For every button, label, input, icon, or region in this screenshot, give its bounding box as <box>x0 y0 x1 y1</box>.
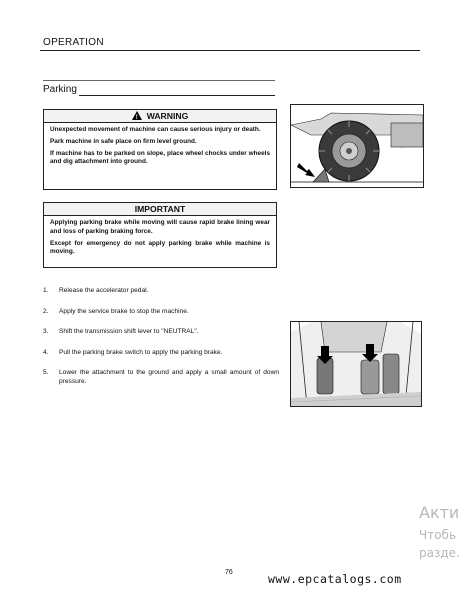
important-paragraph: Except for emergency do not apply parking brake while machine is moving. <box>50 239 270 256</box>
section-divider <box>40 50 420 51</box>
subsection-underline <box>79 95 275 96</box>
subsection-top-rule <box>43 80 275 81</box>
important-paragraph: Applying parking brake while moving will cause rapid brake lining wear and loss of parking braking force. <box>50 219 270 235</box>
step-number: 1. <box>43 287 49 294</box>
step-text: Lower the attachment to the ground and apply a small amount of down pressure. <box>59 369 279 385</box>
steps-list <box>43 287 279 399</box>
step-number: 5. <box>43 369 49 377</box>
important-box <box>43 202 277 268</box>
list-item <box>43 369 279 386</box>
step-number: 2. <box>43 307 49 315</box>
step-text: Pull the parking brake switch to apply the parking brake. <box>59 348 223 356</box>
watermark-line: Акти <box>419 503 460 522</box>
page-number: 76 <box>225 569 233 576</box>
watermark-line: Чтобь <box>419 528 457 542</box>
warning-heading: WARNING <box>146 111 189 121</box>
step-text: Shift the transmission shift lever to "NEUTRAL". <box>59 328 199 336</box>
site-url[interactable]: www.epcatalogs.com <box>268 572 402 586</box>
step-number: 3. <box>43 328 49 336</box>
warning-paragraph: Unexpected movement of machine can cause serious injury or death. <box>50 126 261 133</box>
list-item <box>43 349 279 358</box>
brake-pedal-figure <box>290 321 422 407</box>
list-item <box>43 308 279 317</box>
warning-paragraph: Park machine in safe place on firm level ground. <box>50 137 197 145</box>
wheel-chock-illustration <box>291 105 423 187</box>
subsection-title: Parking <box>43 84 77 95</box>
warning-box <box>43 109 277 190</box>
section-title: OPERATION <box>43 37 104 48</box>
warning-body <box>44 123 276 172</box>
warning-triangle-icon: ! <box>132 111 142 120</box>
important-heading: IMPORTANT <box>44 203 276 216</box>
warning-header <box>44 110 276 123</box>
wheel-chock-figure <box>290 104 424 188</box>
brake-pedal-illustration <box>291 322 421 406</box>
step-text: Release the accelerator pedal. <box>59 287 149 294</box>
step-number: 4. <box>43 348 49 356</box>
list-item <box>43 287 279 296</box>
important-body <box>44 216 276 262</box>
step-text: Apply the service brake to stop the machine. <box>59 307 189 315</box>
list-item <box>43 328 279 337</box>
watermark-line: разде. <box>419 546 460 560</box>
warning-paragraph: If machine has to be parked on slope, place wheel chocks under wheels and dig attachment into ground. <box>50 149 270 166</box>
